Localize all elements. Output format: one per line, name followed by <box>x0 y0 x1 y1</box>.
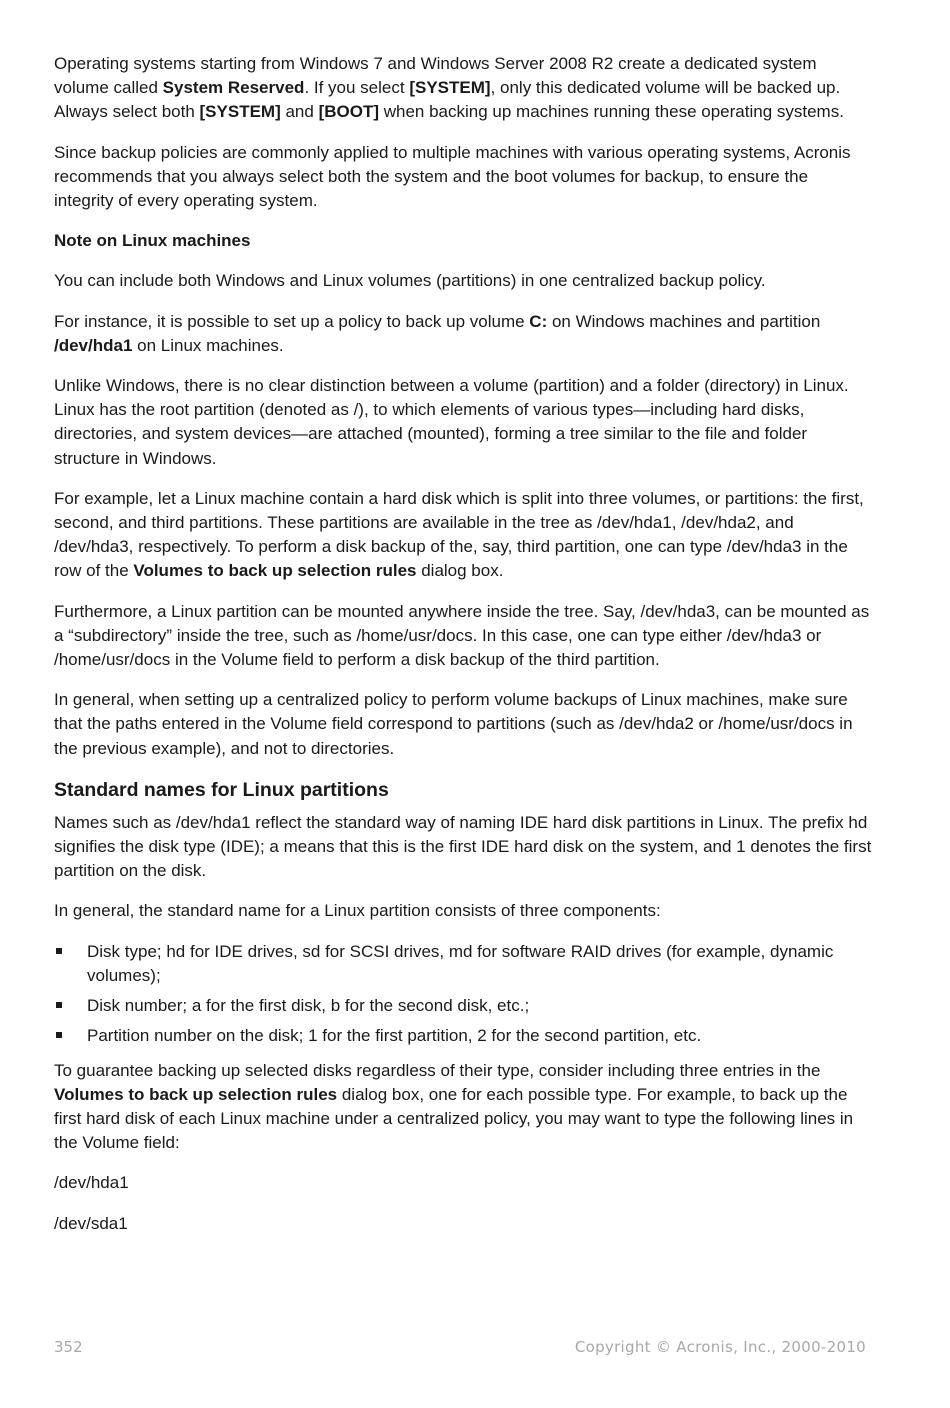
code-line: /dev/hda1 <box>54 1173 129 1193</box>
paragraph-names-such-as: Names such as /dev/hda1 reflect the standard way of naming IDE hard disk partitions in Linux. The prefix hd signifies the disk type (IDE); a means that this is the first IDE hard disk on the system, and 1 denotes the first partition on the disk. <box>54 812 872 881</box>
paragraph-in-general: In general, when setting up a centralized policy to perform volume backups of Linux machines, make sure that the paths entered in the Volume field correspond to partitions (such as /dev/hda2 or /home/usr/docs in the previous example), and not to directories. <box>54 690 853 758</box>
bold-system: [SYSTEM] <box>409 78 491 98</box>
bold-system-reserved: System Reserved <box>162 78 305 98</box>
bold-dev-hda1: /dev/hda1 <box>54 335 133 355</box>
list-item: Disk type; hd for IDE drives, sd for SCSI drives, md for software RAID drives (for example, dynamic volumes); <box>54 940 872 988</box>
document-body <box>54 52 872 1252</box>
paragraph-to-guarantee: To guarantee backing up selected disks regardless of their type, consider including three entries in the Volumes to back up selection rules dialog box, one for each possible type. For example, to back up the first hard disk of each Linux machine under a centralized policy, you may want to type the following lines in the Volume field: <box>54 1060 854 1153</box>
list-item: Disk number; a for the first disk, b for the second disk, etc.; <box>54 994 872 1018</box>
section-heading: Standard names for Linux partitions <box>54 778 389 801</box>
paragraph-unlike-windows: Unlike Windows, there is no clear distinction between a volume (partition) and a folder (directory) in Linux. Linux has the root partition (denoted as /), to which elements of various types—including hard disks, directories, and system devices—are attached (mounted), forming a tree similar to the file and folder structure in Windows. <box>54 376 849 468</box>
paragraph-include-volumes: You can include both Windows and Linux volumes (partitions) in one centralized backup policy. <box>54 271 766 291</box>
paragraph-system-reserved: Operating systems starting from Windows 7 and Windows Server 2008 R2 create a dedicated system volume called System Reserved. If you select [SYSTEM], only this dedicated volume will be backed up. Always select both [SYSTEM] and [BOOT] when backing up machines running these operating systems. <box>54 54 844 122</box>
note-heading: Note on Linux machines <box>54 231 251 251</box>
bold-selection-rules: Volumes to back up selection rules <box>133 561 417 581</box>
paragraph-three-components: In general, the standard name for a Linux partition consists of three components: <box>54 901 661 921</box>
bold-system-2: [SYSTEM] <box>199 102 281 122</box>
list-item: Partition number on the disk; 1 for the first partition, 2 for the second partition, etc. <box>54 1024 872 1048</box>
bold-selection-rules-2: Volumes to back up selection rules <box>54 1084 338 1104</box>
component-list <box>54 940 872 1049</box>
bold-boot: [BOOT] <box>318 102 379 122</box>
copyright-notice: Copyright © Acronis, Inc., 2000-2010 <box>574 1338 866 1356</box>
paragraph-for-instance: For instance, it is possible to set up a policy to back up volume C: on Windows machines and partition /dev/hda1 on Linux machines. <box>54 311 821 355</box>
page-number: 352 <box>54 1338 83 1356</box>
paragraph-for-example: For example, let a Linux machine contain a hard disk which is split into three volumes, or partitions: the first, second, and third partitions. These partitions are available in the tree as /dev/hda1, /dev/hda2, and /dev/hda3, respectively. To perform a disk backup of the, say, third partition, one can type /dev/hda3 in the row of the Volumes to back up selection rules dialog box. <box>54 488 864 581</box>
bold-c-drive: C: <box>529 311 548 331</box>
code-line: /dev/sda1 <box>54 1213 128 1233</box>
paragraph-furthermore: Furthermore, a Linux partition can be mounted anywhere inside the tree. Say, /dev/hda3, can be mounted as a “subdirectory” inside the tree, such as /home/usr/docs. In this case, one can type either /dev/hda3 or /home/usr/docs in the Volume field to perform a disk backup of the third partition. <box>54 601 870 670</box>
paragraph-acronis-recommends: Since backup policies are commonly applied to multiple machines with various operating systems, Acronis recommends that you always select both the system and the boot volumes for backup, to ensure the integrity of every operating system. <box>54 142 851 211</box>
